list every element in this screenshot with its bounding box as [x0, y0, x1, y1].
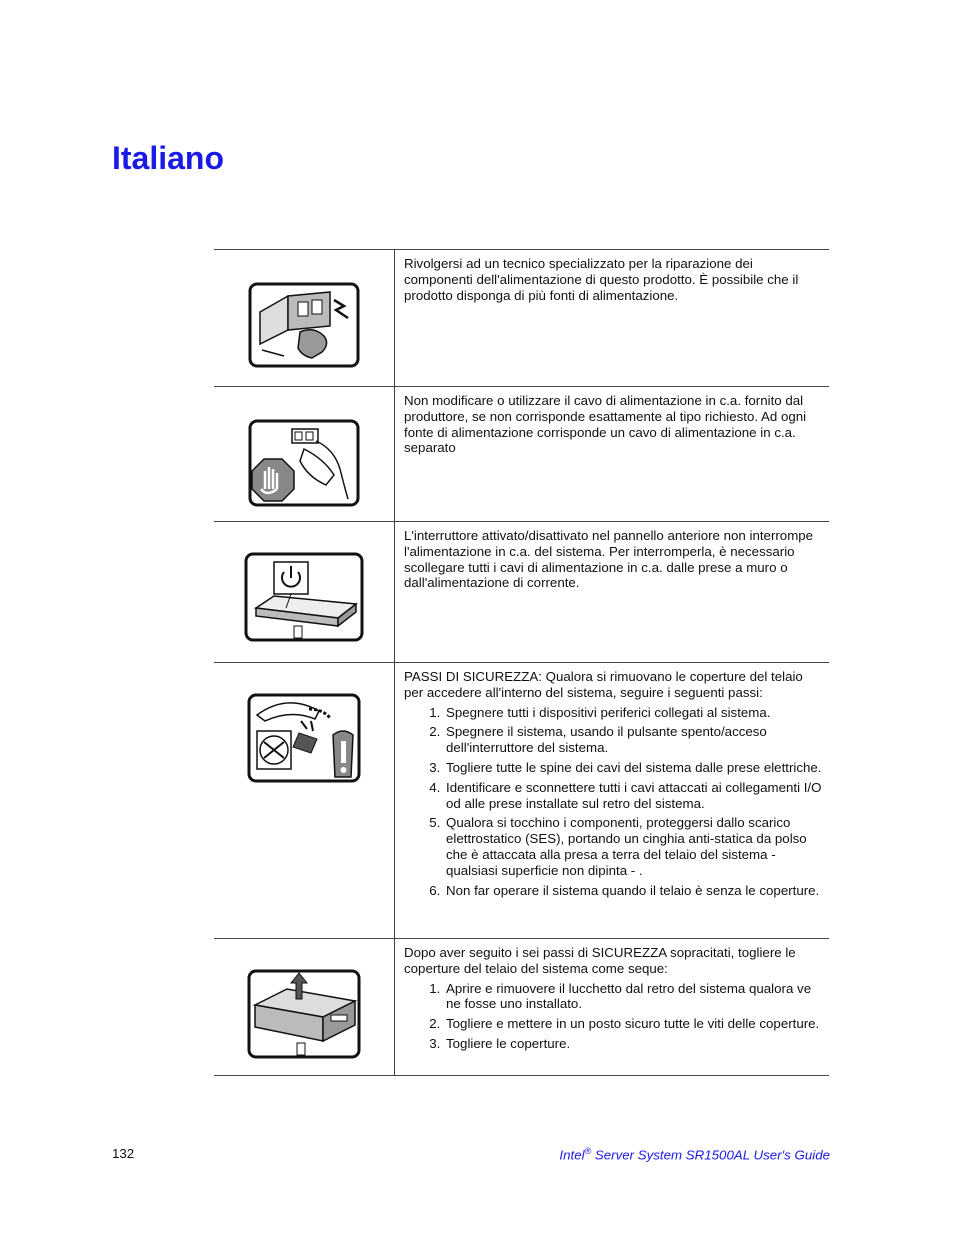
safety-steps-warning-icon [247, 693, 361, 783]
icon-cell [214, 387, 395, 522]
icon-cell [214, 522, 395, 663]
power-supply-hazard-icon [248, 282, 360, 368]
text-cell [395, 663, 830, 939]
list-item: 3. Togliere tutte le spine dei cavi del sistema dalle prese elettriche. [444, 760, 823, 776]
row-text: Dopo aver seguito i sei passi di SICUREZZA sopracitati, togliere le coperture del telaio del sistema come seque: [404, 945, 796, 976]
row-text: L'interruttore attivato/disattivato nel pannello anteriore non interrompe l'alimentazione in c.a. del sistema. Per interromperla, è necessario scollegare tutti i cavi di alimentazione in c.a. dalle prese a muro o dall'alimentazione di corrente. [404, 528, 814, 591]
text-cell [395, 939, 830, 1076]
list-item: 2. Spegnere il sistema, usando il pulsante spento/acceso dell'interruttore del sistema. [444, 724, 823, 756]
safety-steps-list [404, 705, 823, 899]
cover-steps-list [404, 981, 823, 1052]
table-row [214, 939, 829, 1076]
icon-cell [214, 250, 395, 387]
icon-cell [214, 663, 395, 939]
power-switch-icon [244, 552, 364, 642]
table-row [214, 387, 829, 522]
list-item: 6. Non far operare il sistema quando il telaio è senza le coperture. [444, 883, 823, 899]
brand-name: Intel [559, 1147, 585, 1163]
page-number: 132 [112, 1146, 135, 1161]
icon-cell [214, 939, 395, 1076]
row-text: PASSI DI SICUREZZA: Qualora si rimuovano le coperture del telaio per accedere all'interno del sistema, seguire i seguenti passi: [404, 669, 803, 700]
trademark-symbol: ® [584, 1146, 592, 1156]
text-cell [395, 387, 830, 522]
row-text: Rivolgersi ad un tecnico specializzato per la riparazione dei componenti dell'alimentazione di questo prodotto. È possibile che il prodotto disponga di più fonti di alimentazione. [404, 256, 799, 303]
list-item: 2. Togliere e mettere in un posto sicuro tutte le viti delle coperture. [444, 1016, 823, 1032]
list-item: 3. Togliere le coperture. [444, 1036, 823, 1052]
table-row [214, 250, 829, 387]
list-item: 1. Spegnere tutti i dispositivi periferici collegati al sistema. [444, 705, 823, 721]
text-cell [395, 522, 830, 663]
list-item: 1. Aprire e rimuovere il lucchetto dal retro del sistema qualora ve ne fosse uno installato. [444, 981, 823, 1013]
table-row [214, 663, 829, 939]
document-title [559, 1146, 830, 1162]
page-title: Italiano [112, 140, 225, 176]
remove-cover-icon [247, 969, 361, 1059]
text-cell [395, 250, 830, 387]
list-item: 4. Identificare e sconnettere tutti i cavi attaccati ai collegamenti I/O od alle prese installate sul retro del sistema. [444, 780, 823, 812]
list-item: 5. Qualora si tocchino i componenti, proteggersi dallo scarico elettrostatico (SES), portando un cinghia anti-statica da polso che è attaccata alla presa a terra del telaio del sistema - qualsiasi superficie non dipinta - . [444, 815, 823, 878]
row-text: Non modificare o utilizzare il cavo di alimentazione in c.a. fornito dal produttore, se non corrisponde esattamente al tipo richiesto. Ad ogni fonte di alimentazione corrisponde un cavo di alimentazione in c.a. separato [404, 393, 807, 456]
table-row [214, 522, 829, 663]
guide-title: Server System SR1500AL User's Guide [591, 1147, 830, 1163]
power-cord-stop-icon [248, 419, 360, 507]
safety-table [214, 249, 829, 1076]
